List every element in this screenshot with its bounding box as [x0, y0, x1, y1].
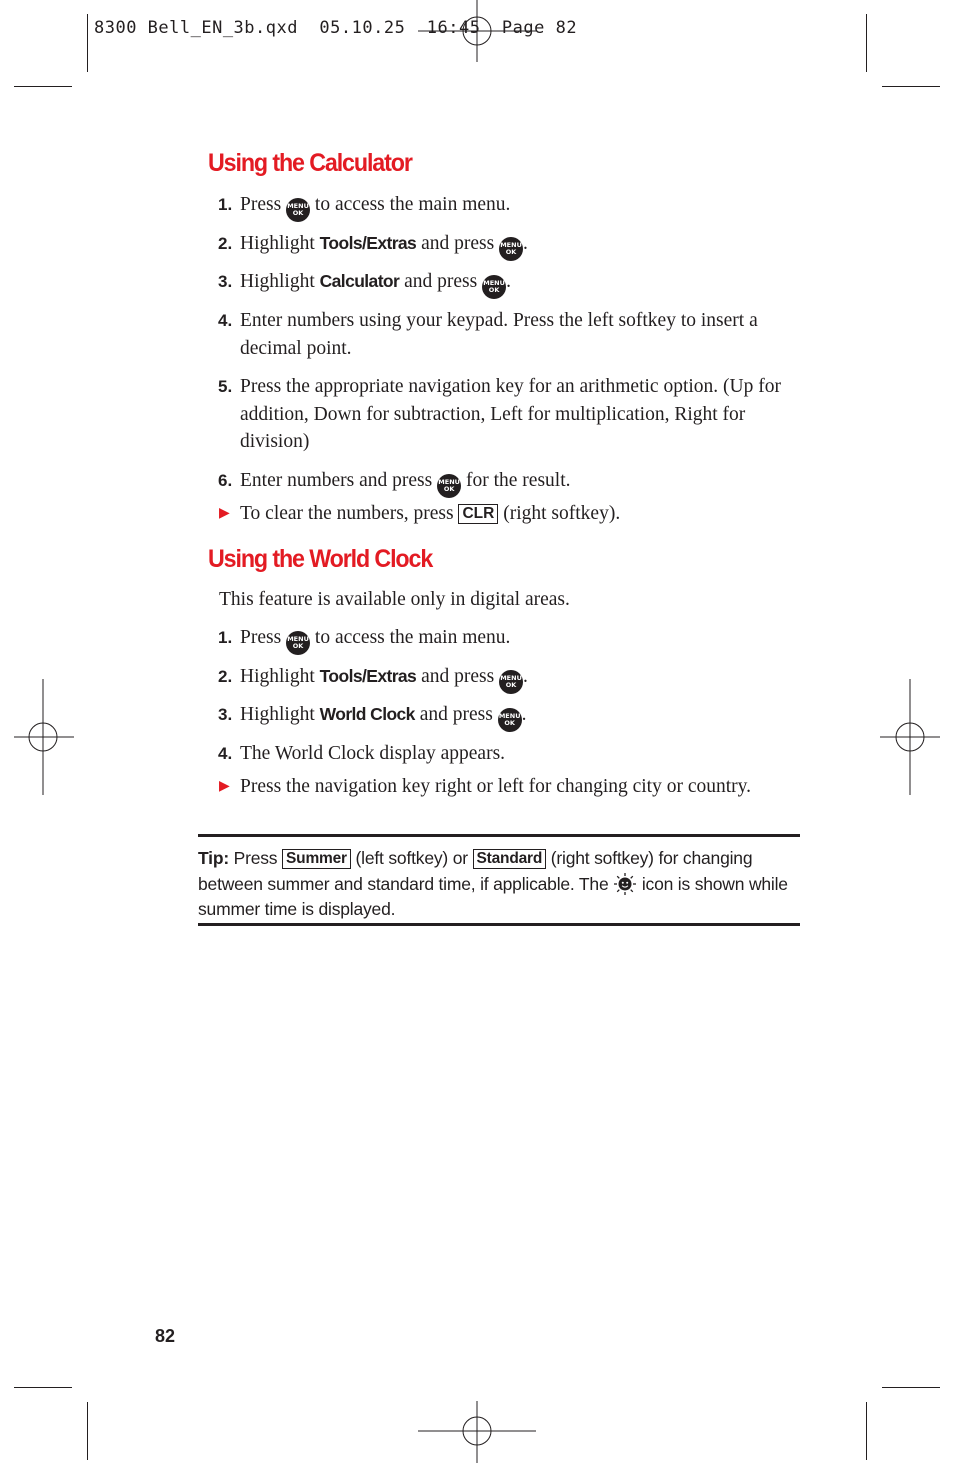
menu-ok-key-icon: MENU OK	[286, 198, 310, 222]
tip-text	[198, 846, 800, 923]
step-text: The World Clock display appears.	[240, 743, 506, 764]
crop-mark	[14, 86, 72, 87]
step-number: 6.	[218, 471, 233, 490]
printer-slug: 8300 Bell_EN_3b.qxd 05.10.25 16:45 Page 82	[94, 18, 578, 38]
step-text: to access the main menu.	[314, 194, 511, 215]
step-number: 3.	[218, 705, 233, 724]
step-text: Highlight	[240, 271, 315, 292]
bullet-text: (right softkey).	[503, 503, 621, 524]
registration-mark-icon	[418, 0, 536, 62]
crop-mark	[87, 1402, 88, 1460]
world-clock-intro: This feature is available only in digital areas.	[219, 589, 570, 610]
bullet-arrow-icon: ▶	[219, 778, 230, 794]
menu-ok-key-icon: MENU OK	[437, 474, 461, 498]
step-text: Press the appropriate navigation key for an arithmetic option. (Up for addition, Down for subtraction, Left for multiplication, Right for division)	[240, 376, 781, 452]
world-clock-step-1	[218, 624, 808, 655]
step-number: 5.	[218, 377, 233, 396]
calculator-step-4	[218, 307, 808, 362]
menu-item-keyword: Calculator	[319, 271, 400, 291]
clr-softkey-label: CLR	[458, 504, 498, 524]
tip-text-part: (left softkey) or	[355, 848, 468, 868]
menu-ok-key-icon: MENU OK	[499, 670, 523, 694]
registration-mark-icon	[880, 679, 940, 795]
tip-label: Tip:	[198, 848, 229, 868]
step-text: and press	[421, 666, 495, 687]
bullet-text: To clear the numbers, press	[240, 503, 454, 524]
bullet-arrow-icon: ▶	[219, 505, 230, 521]
menu-ok-key-icon: MENU OK	[498, 708, 522, 732]
step-number: 2.	[218, 667, 233, 686]
world-clock-step-4	[218, 740, 808, 768]
world-clock-step-3	[218, 701, 808, 732]
step-number: 3.	[218, 272, 233, 291]
menu-ok-key-icon: MENU OK	[499, 237, 523, 261]
calculator-section-title: Using the Calculator	[208, 149, 412, 177]
step-text: .	[506, 271, 511, 292]
registration-mark-icon	[14, 679, 74, 795]
standard-softkey-label: Standard	[473, 849, 547, 869]
world-clock-section-title: Using the World Clock	[208, 545, 433, 573]
tip-text-part: (right softkey) for changing between summer and standard time, if applicable. The	[198, 848, 753, 894]
step-text: Press	[240, 627, 282, 648]
step-text: and press	[404, 271, 478, 292]
bullet-text: Press the navigation key right or left for changing city or country.	[240, 776, 752, 797]
world-clock-bullet	[218, 773, 778, 801]
tip-text-part: icon is shown while summer time is displayed.	[198, 873, 788, 919]
step-number: 4.	[218, 744, 233, 763]
step-text: and press	[421, 233, 495, 254]
step-number: 4.	[218, 311, 233, 330]
calculator-step-1	[218, 191, 808, 222]
calculator-step-3	[218, 268, 808, 299]
crop-mark	[866, 1402, 867, 1460]
world-clock-step-2	[218, 663, 808, 694]
step-text: Enter numbers and press	[240, 470, 433, 491]
summer-time-sun-icon	[613, 872, 637, 896]
step-text: for the result.	[466, 470, 571, 491]
tip-box	[198, 834, 800, 926]
crop-mark	[866, 14, 867, 72]
step-text: to access the main menu.	[314, 627, 511, 648]
step-number: 1.	[218, 628, 233, 647]
menu-ok-key-icon: MENU OK	[286, 631, 310, 655]
calculator-bullet	[218, 500, 808, 528]
page-number: 82	[155, 1326, 176, 1346]
step-text: .	[523, 233, 528, 254]
menu-item-keyword: Tools/Extras	[319, 666, 417, 686]
step-number: 2.	[218, 234, 233, 253]
registration-mark-icon	[418, 1401, 536, 1463]
summer-softkey-label: Summer	[282, 849, 351, 869]
step-text: Highlight	[240, 233, 315, 254]
menu-ok-key-icon: MENU OK	[482, 275, 506, 299]
calculator-step-6	[218, 467, 808, 498]
step-text: and press	[419, 704, 493, 725]
tip-text-part: Press	[233, 848, 278, 868]
calculator-step-5	[218, 373, 808, 456]
crop-mark	[87, 14, 88, 72]
step-text: Highlight	[240, 666, 315, 687]
crop-mark	[882, 86, 940, 87]
step-text: Highlight	[240, 704, 315, 725]
menu-item-keyword: World Clock	[319, 704, 415, 724]
crop-mark	[882, 1387, 940, 1388]
step-text: .	[521, 704, 527, 725]
step-text: Enter numbers using your keypad. Press the left softkey to insert a decimal point.	[240, 310, 758, 359]
step-number: 1.	[218, 195, 233, 214]
step-text: .	[523, 666, 528, 687]
menu-item-keyword: Tools/Extras	[319, 233, 417, 253]
calculator-step-2	[218, 230, 808, 261]
step-text: Press	[240, 194, 282, 215]
crop-mark	[14, 1387, 72, 1388]
